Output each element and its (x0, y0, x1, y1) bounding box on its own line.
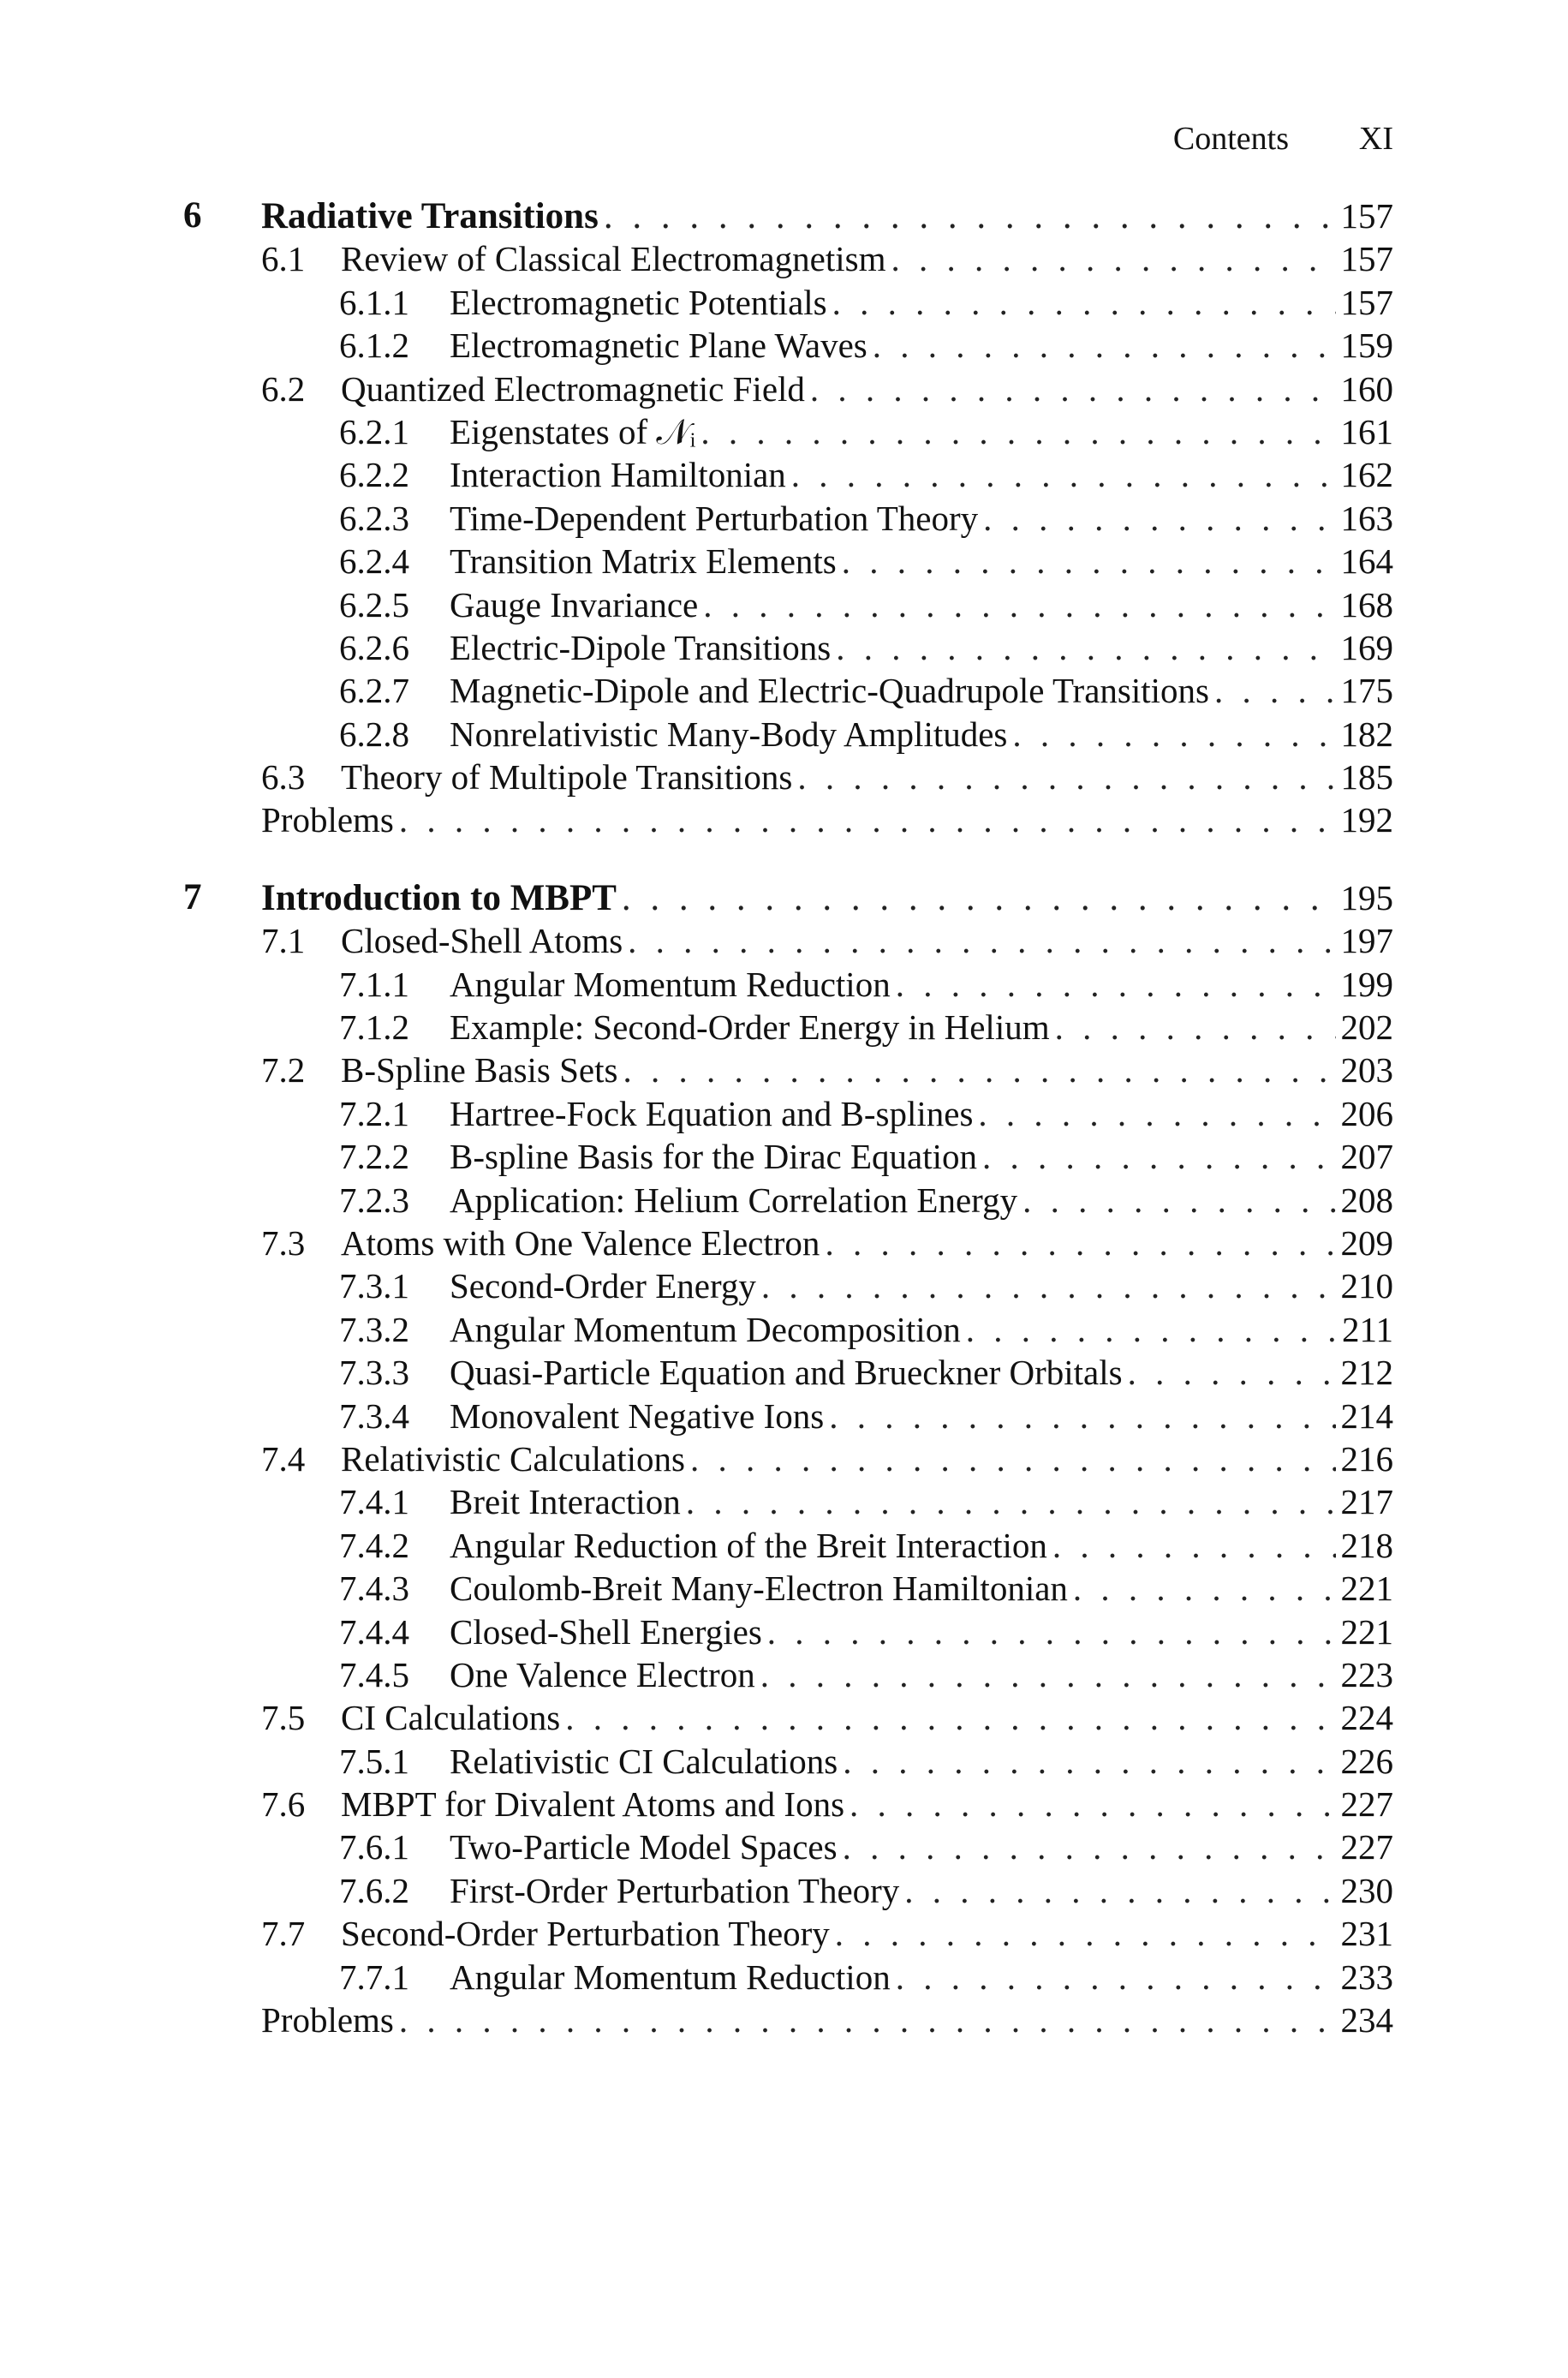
dot-leader (797, 756, 1335, 798)
entry-page-number: 182 (1340, 714, 1393, 754)
dot-leader (896, 963, 1336, 1006)
dot-leader (850, 1783, 1335, 1825)
dot-leader (399, 798, 1336, 841)
dot-leader (701, 410, 1335, 453)
entry-line (261, 194, 1393, 238)
toc-subsection-entry[interactable] (0, 497, 1568, 540)
dot-leader (761, 1264, 1336, 1307)
entry-number: 7.7.1 (339, 1957, 409, 1997)
entry-line (450, 1610, 1393, 1653)
toc-subsection-entry[interactable] (0, 1006, 1568, 1049)
entry-page-number: 202 (1340, 1007, 1393, 1048)
entry-number: 6.2.8 (339, 714, 409, 754)
entry-line (450, 1395, 1393, 1437)
entry-page-number: 207 (1340, 1137, 1393, 1177)
entry-page-number: 231 (1340, 1914, 1393, 1954)
entry-title: Quasi-Particle Equation and Brueckner Orbitals (450, 1353, 1123, 1393)
entry-number: 7.6 (261, 1784, 306, 1825)
entry-number: 7.1.2 (339, 1007, 409, 1048)
dot-leader (810, 367, 1336, 410)
toc-subsection-entry[interactable] (0, 713, 1568, 756)
entry-line (450, 1351, 1393, 1394)
dot-leader (836, 626, 1335, 669)
entry-title: Application: Helium Correlation Energy (450, 1180, 1018, 1220)
entry-number: 7.3.1 (339, 1266, 409, 1306)
toc-section-entry[interactable] (0, 1222, 1568, 1264)
entry-number: 7.3.2 (339, 1309, 409, 1349)
entry-number: 7.4.3 (339, 1568, 409, 1609)
toc-subsection-entry[interactable] (0, 1179, 1568, 1222)
entry-line (450, 410, 1393, 453)
entry-line (450, 713, 1393, 756)
toc-subsection-entry[interactable] (0, 1956, 1568, 1999)
toc-subsection-entry[interactable] (0, 1740, 1568, 1783)
dot-leader (767, 1610, 1336, 1653)
entry-line (341, 756, 1393, 798)
entry-number: 7.2.1 (339, 1093, 409, 1133)
entry-line (341, 1222, 1393, 1264)
entry-page-number: 223 (1340, 1654, 1393, 1694)
entry-title: Electromagnetic Potentials (450, 282, 827, 322)
entry-number: 6.2.1 (339, 411, 409, 451)
entry-line (450, 626, 1393, 669)
entry-number: 6.2.5 (339, 584, 409, 624)
entry-page-number: 169 (1340, 627, 1393, 667)
entry-number: 7.2.2 (339, 1137, 409, 1177)
entry-number: 7.4.1 (339, 1482, 409, 1522)
entry-title: Quantized Electromagnetic Field (341, 368, 805, 409)
toc-subsection-entry[interactable] (0, 324, 1568, 367)
entry-number: 6 (183, 195, 202, 236)
entry-page-number: 227 (1340, 1784, 1393, 1825)
entry-page-number: 157 (1340, 282, 1393, 322)
dot-leader (896, 1956, 1336, 1999)
entry-title: CI Calculations (341, 1698, 561, 1738)
entry-line (450, 281, 1393, 324)
entry-title: Electric-Dipole Transitions (450, 627, 832, 667)
entry-page-number: 217 (1340, 1482, 1393, 1522)
entry-line (341, 1696, 1393, 1739)
entry-line (450, 1006, 1393, 1049)
dot-leader (604, 195, 1336, 238)
entry-number: 7.3 (261, 1222, 306, 1263)
entry-title: Eigenstates of 𝒩ᵢ (450, 411, 696, 451)
entry-line (450, 1653, 1393, 1696)
dot-leader (825, 1222, 1335, 1264)
toc-subsection-entry[interactable] (0, 540, 1568, 583)
running-header (261, 120, 1393, 158)
entry-line (450, 1092, 1393, 1135)
entry-number: 7.4.5 (339, 1654, 409, 1694)
dot-leader (1055, 1006, 1336, 1049)
toc-section-entry[interactable] (0, 756, 1568, 798)
toc-section-entry[interactable] (0, 1783, 1568, 1825)
entry-title: Closed-Shell Energies (450, 1611, 762, 1652)
entry-number: 6.2.4 (339, 541, 409, 582)
toc-chapter-block (0, 194, 1568, 842)
toc-subsection-entry[interactable] (0, 281, 1568, 324)
toc-subsection-entry[interactable] (0, 1524, 1568, 1567)
entry-number: 7.7 (261, 1914, 306, 1954)
entry-number: 6.2.2 (339, 455, 409, 495)
entry-number: 6.2.6 (339, 627, 409, 667)
entry-title: Two-Particle Model Spaces (450, 1827, 838, 1867)
entry-line (450, 1480, 1393, 1523)
entry-line (261, 876, 1393, 920)
dot-leader (690, 1437, 1336, 1480)
entry-line (450, 963, 1393, 1006)
entry-title: Coulomb-Breit Many-Electron Hamiltonian (450, 1568, 1068, 1609)
entry-title: Interaction Hamiltonian (450, 455, 786, 495)
entry-number: 6.3 (261, 757, 306, 798)
toc-section-entry[interactable] (0, 1912, 1568, 1955)
toc-section-entry[interactable] (0, 1696, 1568, 1739)
entry-page-number: 185 (1340, 757, 1393, 798)
toc-subsection-entry[interactable] (0, 1869, 1568, 1912)
entry-page-number: 216 (1340, 1438, 1393, 1479)
dot-leader (978, 1092, 1335, 1135)
entry-page-number: 211 (1342, 1309, 1393, 1349)
entry-page-number: 210 (1340, 1266, 1393, 1306)
entry-line (450, 1264, 1393, 1307)
entry-page-number: 233 (1340, 1957, 1393, 1997)
dot-leader (904, 1869, 1335, 1912)
dot-leader (703, 583, 1335, 626)
entry-number: 7.1.1 (339, 964, 409, 1004)
entry-line (450, 1869, 1393, 1912)
entry-number: 6.1 (261, 239, 306, 279)
dot-leader (1073, 1567, 1336, 1610)
entry-line (450, 1308, 1393, 1351)
entry-title: Magnetic-Dipole and Electric-Quadrupole Transitions (450, 671, 1209, 711)
entry-number: 7.3.3 (339, 1353, 409, 1393)
entry-line (450, 1567, 1393, 1610)
toc-subsection-entry[interactable] (0, 583, 1568, 626)
entry-title: Angular Momentum Reduction (450, 964, 891, 1004)
entry-page-number: 175 (1340, 671, 1393, 711)
entry-number: 7.3.4 (339, 1395, 409, 1436)
toc-problems-entry[interactable] (0, 798, 1568, 841)
toc-subsection-entry[interactable] (0, 1825, 1568, 1868)
entry-line (450, 1825, 1393, 1868)
toc-subsection-entry[interactable] (0, 1351, 1568, 1394)
dot-leader (622, 877, 1336, 920)
entry-line (261, 1999, 1393, 2041)
entry-title: Theory of Multipole Transitions (341, 757, 793, 798)
entry-page-number: 163 (1340, 498, 1393, 538)
entry-title: Problems (261, 2000, 394, 2040)
entry-page-number: 209 (1340, 1222, 1393, 1263)
dot-leader (623, 1049, 1335, 1091)
entry-title: Angular Momentum Decomposition (450, 1309, 961, 1349)
entry-line (450, 540, 1393, 583)
toc-subsection-entry[interactable] (0, 1395, 1568, 1437)
entry-number: 7.5.1 (339, 1741, 409, 1781)
dot-leader (966, 1308, 1337, 1351)
entry-number: 6.1.2 (339, 326, 409, 366)
toc-section-entry[interactable] (0, 237, 1568, 280)
toc-section-entry[interactable] (0, 1049, 1568, 1091)
toc-subsection-entry[interactable] (0, 410, 1568, 453)
entry-line (450, 453, 1393, 496)
entry-title: Electromagnetic Plane Waves (450, 326, 867, 366)
entry-line (450, 1740, 1393, 1783)
dot-leader (835, 1912, 1336, 1955)
entry-page-number: 230 (1340, 1870, 1393, 1910)
entry-line (450, 1179, 1393, 1222)
entry-page-number: 212 (1340, 1353, 1393, 1393)
toc-problems-entry[interactable] (0, 1999, 1568, 2041)
toc-subsection-entry[interactable] (0, 1653, 1568, 1696)
toc-subsection-entry[interactable] (0, 1567, 1568, 1610)
entry-number: 7.6.2 (339, 1870, 409, 1910)
running-header-page-number: XI (1358, 121, 1393, 157)
entry-page-number: 227 (1340, 1827, 1393, 1867)
dot-leader (1214, 669, 1336, 712)
dot-leader (1128, 1351, 1336, 1394)
entry-title: Second-Order Perturbation Theory (341, 1914, 830, 1954)
entry-number: 7.4 (261, 1438, 306, 1479)
entry-page-number: 161 (1340, 411, 1393, 451)
entry-title: Time-Dependent Perturbation Theory (450, 498, 979, 538)
toc-section-entry[interactable] (0, 1437, 1568, 1480)
entry-number: 7 (183, 876, 202, 917)
entry-number: 7.2 (261, 1050, 306, 1090)
toc-subsection-entry[interactable] (0, 1610, 1568, 1653)
entry-page-number: 226 (1340, 1741, 1393, 1781)
entry-title: Review of Classical Electromagnetism (341, 239, 886, 279)
entry-title: B-spline Basis for the Dirac Equation (450, 1137, 978, 1177)
toc-chapter-entry[interactable] (0, 876, 1568, 919)
toc-section-entry[interactable] (0, 919, 1568, 962)
entry-line (450, 1956, 1393, 1999)
entry-page-number: 162 (1340, 455, 1393, 495)
entry-line (341, 1912, 1393, 1955)
entry-title: Relativistic CI Calculations (450, 1741, 838, 1781)
entry-title: Relativistic Calculations (341, 1438, 685, 1479)
entry-number: 7.4.2 (339, 1525, 409, 1565)
dot-leader (686, 1480, 1336, 1523)
toc-subsection-entry[interactable] (0, 669, 1568, 712)
entry-title: Transition Matrix Elements (450, 541, 837, 582)
entry-title: Gauge Invariance (450, 584, 699, 624)
running-header-title: Contents (1172, 121, 1289, 157)
dot-leader (1012, 713, 1335, 756)
entry-title: Nonrelativistic Many-Body Amplitudes (450, 714, 1008, 754)
entry-page-number: 224 (1340, 1698, 1393, 1738)
entry-page-number: 197 (1340, 921, 1393, 961)
entry-number: 6.2.7 (339, 671, 409, 711)
dot-leader (628, 919, 1335, 962)
entry-number: 7.1 (261, 921, 306, 961)
entry-line (450, 497, 1393, 540)
entry-title: Monovalent Negative Ions (450, 1395, 825, 1436)
entry-line (450, 1524, 1393, 1567)
entry-page-number: 208 (1340, 1180, 1393, 1220)
entry-page-number: 221 (1340, 1611, 1393, 1652)
entry-page-number: 164 (1340, 541, 1393, 582)
dot-leader (1052, 1524, 1336, 1567)
toc-subsection-entry[interactable] (0, 1092, 1568, 1135)
dot-leader (399, 1999, 1336, 2041)
entry-number: 7.6.1 (339, 1827, 409, 1867)
entry-line (341, 237, 1393, 280)
entry-title: Angular Reduction of the Breit Interaction (450, 1525, 1047, 1565)
dot-leader (760, 1653, 1336, 1696)
toc-chapter-entry[interactable] (0, 194, 1568, 237)
toc-chapter-block (0, 876, 1568, 2042)
entry-title: Breit Interaction (450, 1482, 681, 1522)
entry-line (341, 367, 1393, 410)
entry-title: Problems (261, 800, 394, 840)
entry-title: B-Spline Basis Sets (341, 1050, 618, 1090)
entry-title: Atoms with One Valence Electron (341, 1222, 820, 1263)
toc-subsection-entry[interactable] (0, 963, 1568, 1006)
toc-subsection-entry[interactable] (0, 626, 1568, 669)
entry-line (261, 798, 1393, 841)
table-of-contents (0, 194, 1568, 2041)
entry-number: 7.2.3 (339, 1180, 409, 1220)
toc-subsection-entry[interactable] (0, 1308, 1568, 1351)
dot-leader (829, 1395, 1335, 1437)
entry-line (450, 324, 1393, 367)
dot-leader (891, 237, 1335, 280)
entry-title: Introduction to MBPT (261, 877, 617, 918)
entry-title: First-Order Perturbation Theory (450, 1870, 900, 1910)
entry-number: 6.2 (261, 368, 306, 409)
entry-page-number: 221 (1340, 1568, 1393, 1609)
entry-page-number: 206 (1340, 1093, 1393, 1133)
entry-number: 7.4.4 (339, 1611, 409, 1652)
entry-page-number: 214 (1340, 1395, 1393, 1436)
entry-title: MBPT for Divalent Atoms and Ions (341, 1784, 845, 1825)
dot-leader (982, 1135, 1335, 1178)
entry-page-number: 157 (1340, 196, 1393, 236)
toc-subsection-entry[interactable] (0, 453, 1568, 496)
dot-leader (791, 453, 1336, 496)
entry-title: Second-Order Energy (450, 1266, 756, 1306)
entry-page-number: 234 (1340, 2000, 1393, 2040)
entry-line (450, 1135, 1393, 1178)
toc-subsection-entry[interactable] (0, 1135, 1568, 1178)
entry-title: Angular Momentum Reduction (450, 1957, 891, 1997)
entry-page-number: 160 (1340, 368, 1393, 409)
entry-page-number: 195 (1340, 877, 1393, 917)
entry-line (341, 1049, 1393, 1091)
entry-title: Closed-Shell Atoms (341, 921, 623, 961)
toc-subsection-entry[interactable] (0, 1264, 1568, 1307)
entry-title: Hartree-Fock Equation and B-splines (450, 1093, 974, 1133)
entry-page-number: 199 (1340, 964, 1393, 1004)
entry-page-number: 157 (1340, 239, 1393, 279)
entry-page-number: 192 (1340, 800, 1393, 840)
dot-leader (983, 497, 1335, 540)
entry-title: Radiative Transitions (261, 196, 599, 236)
entry-page-number: 159 (1340, 326, 1393, 366)
entry-page-number: 203 (1340, 1050, 1393, 1090)
dot-leader (1022, 1179, 1335, 1222)
dot-leader (843, 1825, 1336, 1868)
entry-page-number: 168 (1340, 584, 1393, 624)
entry-line (341, 1437, 1393, 1480)
dot-leader (873, 324, 1336, 367)
entry-title: Example: Second-Order Energy in Helium (450, 1007, 1050, 1048)
entry-number: 6.2.3 (339, 498, 409, 538)
entry-title: One Valence Electron (450, 1654, 755, 1694)
dot-leader (565, 1696, 1335, 1739)
entry-page-number: 218 (1340, 1525, 1393, 1565)
toc-subsection-entry[interactable] (0, 1480, 1568, 1523)
entry-number: 6.1.1 (339, 282, 409, 322)
entry-line (341, 1783, 1393, 1825)
dot-leader (843, 1740, 1335, 1783)
entry-number: 7.5 (261, 1698, 306, 1738)
toc-section-entry[interactable] (0, 367, 1568, 410)
entry-line (341, 919, 1393, 962)
entry-line (450, 583, 1393, 626)
entry-line (450, 669, 1393, 712)
dot-leader (842, 540, 1336, 583)
dot-leader (832, 281, 1336, 324)
